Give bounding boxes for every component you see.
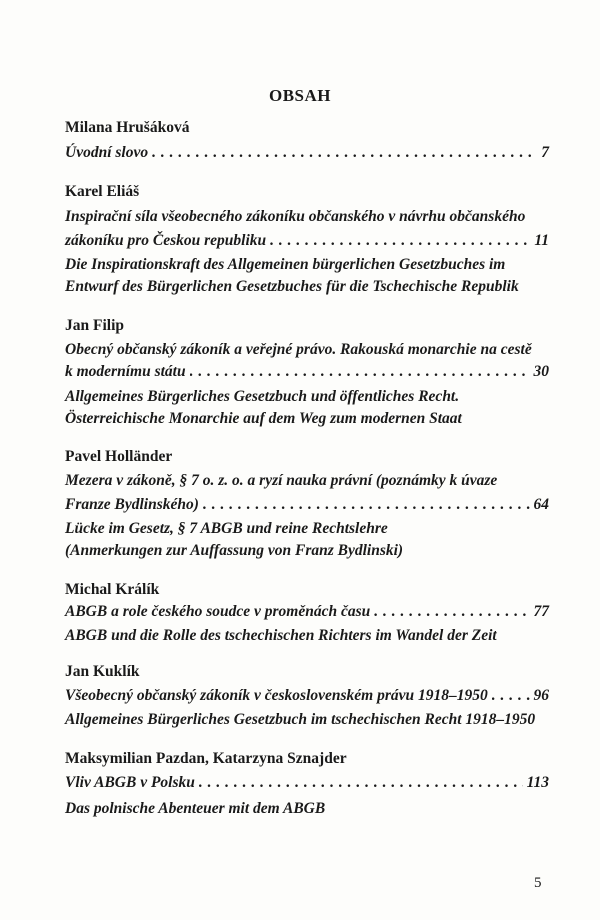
page-number: 5: [534, 875, 542, 891]
toc-entry-title-cz: Obecný občanský zákoník a veřejné právo. Rakouská monarchie na cestě: [65, 341, 532, 358]
dot-leader: [190, 362, 530, 382]
toc-page-number: 113: [526, 774, 549, 791]
toc-entry-title-cz: [65, 686, 549, 706]
toc-entry-text: zákoníku pro Českou republiku: [65, 232, 267, 249]
dot-leader: [152, 143, 537, 163]
toc-entry-text: Franze Bydlinského): [65, 496, 199, 513]
toc-author: Jan Kuklík: [65, 663, 140, 680]
toc-entry-title-de: ABGB und die Rolle des tschechischen Richters im Wandel der Zeit: [65, 627, 497, 644]
toc-entry-title-cz: [65, 231, 549, 251]
toc-entry-text: Všeobecný občanský zákoník v československém právu 1918–1950: [65, 687, 488, 704]
toc-entry-title-de: Allgemeines Bürgerliches Gesetzbuch und öffentliches Recht.: [65, 388, 460, 405]
dot-leader: [203, 495, 530, 515]
toc-page-number: 96: [533, 687, 549, 704]
toc-entry-title-de: Österreichische Monarchie auf dem Weg zum modernen Staat: [65, 410, 462, 427]
dot-leader: [492, 686, 530, 706]
toc-entry-text: Vliv ABGB v Polsku: [65, 774, 195, 791]
dot-leader: [270, 231, 530, 251]
toc-author: Pavel Holländer: [65, 448, 173, 465]
dot-leader: [374, 602, 529, 622]
toc-entry-title-cz: [65, 602, 549, 622]
toc-entry-title-cz: Mezera v zákoně, § 7 o. z. o. a ryzí nauka právní (poznámky k úvaze: [65, 472, 498, 489]
toc-entry-title-cz: [65, 143, 549, 163]
toc-entry-title-cz: [65, 773, 549, 793]
toc-entry-title-de: Allgemeines Bürgerliches Gesetzbuch im tschechischen Recht 1918–1950: [65, 711, 536, 728]
toc-page-number: 30: [533, 363, 549, 380]
toc-entry-title-de: (Anmerkungen zur Auffassung von Franz Bydlinski): [65, 542, 404, 559]
toc-entry-title-cz: Inspirační síla všeobecného zákoníku občanského v návrhu občanského: [65, 208, 526, 225]
page-title: OBSAH: [268, 86, 332, 105]
toc-entry-title-de: Die Inspirationskraft des Allgemeinen bürgerlichen Gesetzbuches im: [65, 256, 506, 273]
toc-author: Milana Hrušáková: [65, 119, 190, 136]
toc-entry-text: k modernímu státu: [65, 363, 186, 380]
toc-page-number: 11: [534, 232, 549, 249]
toc-page-number: 77: [533, 603, 549, 620]
dot-leader: [199, 773, 523, 793]
toc-author: Michal Králík: [65, 581, 160, 598]
toc-entry-text: Úvodní slovo: [65, 144, 149, 161]
toc-entry-title-de: Entwurf des Bürgerlichen Gesetzbuches für die Tschechische Republik: [65, 278, 519, 295]
toc-entry-title-cz: [65, 362, 549, 382]
toc-author: Jan Filip: [65, 317, 125, 334]
toc-entry-title-de: Lücke im Gesetz, § 7 ABGB und reine Rechtslehre: [65, 520, 388, 537]
toc-author: Karel Eliáš: [65, 183, 140, 200]
toc-author: Maksymilian Pazdan, Katarzyna Sznajder: [65, 750, 347, 767]
toc-entry-title-cz: [65, 495, 549, 515]
toc-page-number: 64: [533, 496, 549, 513]
toc-entry-title-de: Das polnische Abenteuer mit dem ABGB: [65, 800, 326, 817]
toc-page-number: 7: [541, 144, 549, 161]
toc-entry-text: ABGB a role českého soudce v proměnách času: [65, 603, 371, 620]
